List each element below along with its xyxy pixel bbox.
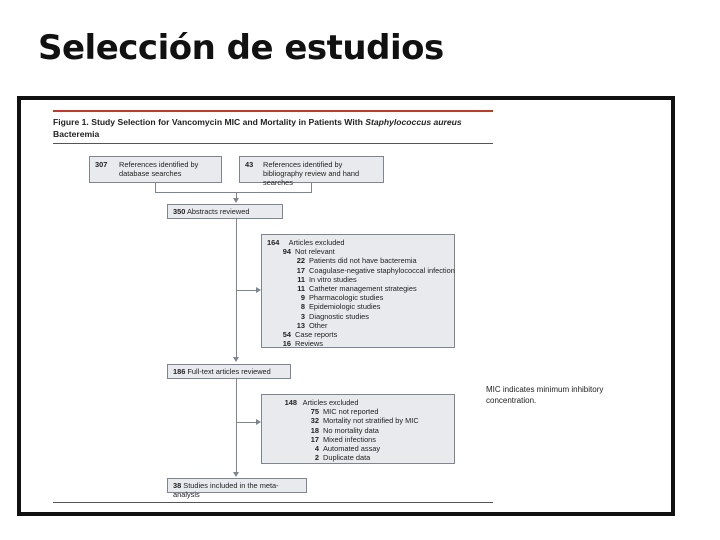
db-search-count: 307 xyxy=(95,160,108,169)
arrow-down xyxy=(233,357,239,362)
included-count: 38 xyxy=(173,481,182,490)
excluded-2-item-count: 17 xyxy=(310,434,319,444)
connector xyxy=(155,192,312,193)
slide-title: Selección de estudios xyxy=(38,28,444,68)
excluded-2-item-count: 18 xyxy=(310,425,319,435)
excluded-2-item-text: Mortality not stratified by MIC xyxy=(323,416,419,426)
arrow-down xyxy=(233,472,239,477)
biblio-search-text: References identified by bibliography review and hand searches xyxy=(263,160,360,188)
excluded-2-item-text: No mortality data xyxy=(323,425,379,435)
abstracts-text: Abstracts reviewed xyxy=(187,207,250,216)
db-search-box xyxy=(89,156,222,183)
excluded-1-item-text: Coagulase-negative staphylococcal infection xyxy=(309,265,455,275)
excluded-2-item-count: 4 xyxy=(314,444,319,454)
excluded-2-count: 148 xyxy=(284,398,297,407)
figure-title-italic: Staphylococcus aureus xyxy=(365,117,462,127)
excluded-1-item-text: Pharmacologic studies xyxy=(309,293,384,303)
excluded-box-2 xyxy=(261,394,455,464)
excluded-1-item-count: 22 xyxy=(296,256,305,266)
excluded-box-1 xyxy=(261,234,455,348)
excluded-1-item-text: In vitro studies xyxy=(309,274,357,284)
excluded-1-item-text: Other xyxy=(309,320,328,330)
excluded-1-item-text: Patients did not have bacteremia xyxy=(309,256,417,266)
arrow-down xyxy=(233,198,239,203)
excluded-2-item-text: MIC not reported xyxy=(323,407,379,417)
connector xyxy=(236,379,237,472)
included-box xyxy=(167,478,307,500)
connector xyxy=(236,219,237,357)
excluded-1-item-text: Not relevant xyxy=(295,247,335,257)
excluded-1-item-text: Diagnostic studies xyxy=(309,311,369,321)
excluded-1-item-text: Epidemiologic studies xyxy=(309,302,381,312)
connector xyxy=(236,290,256,291)
figure-bottom-rule xyxy=(53,502,493,503)
db-search-text: References identified by database searches xyxy=(119,160,199,179)
excluded-2-item-count: 32 xyxy=(310,416,319,426)
excluded-2-text: Articles excluded xyxy=(302,398,359,407)
figure-footnote: MIC indicates minimum inhibitory concentration. xyxy=(486,385,604,405)
connector xyxy=(155,183,156,192)
excluded-1-item-count: 11 xyxy=(297,274,305,284)
excluded-1-item-count: 3 xyxy=(300,311,305,321)
biblio-search-count: 43 xyxy=(245,160,254,169)
figure-frame xyxy=(17,96,675,516)
excluded-2-item-count: 2 xyxy=(314,453,319,463)
figure-title-rule xyxy=(53,143,493,144)
fulltext-box xyxy=(167,364,291,379)
excluded-1-item-count: 13 xyxy=(296,320,305,330)
abstracts-count: 350 xyxy=(173,207,186,216)
excluded-2-item-text: Automated assay xyxy=(323,444,381,454)
connector xyxy=(236,422,256,423)
excluded-2-item-text: Mixed infections xyxy=(323,434,376,444)
figure-title-main: Study Selection for Vancomycin MIC and Mortality in Patients With xyxy=(91,117,366,127)
excluded-1-item-count: 94 xyxy=(282,247,291,257)
abstracts-box xyxy=(167,204,283,219)
fulltext-count: 186 xyxy=(173,367,186,376)
excluded-1-item-text: Catheter management strategies xyxy=(309,284,417,294)
excluded-1-item-count: 17 xyxy=(296,265,305,275)
figure-top-rule xyxy=(53,110,493,112)
figure-title xyxy=(53,117,483,140)
excluded-2-item-count: 75 xyxy=(310,407,319,417)
excluded-2-item-text: Duplicate data xyxy=(323,453,371,463)
excluded-1-item-count: 9 xyxy=(300,293,305,303)
excluded-1-item-count: 16 xyxy=(282,339,291,349)
excluded-1-item-count: 11 xyxy=(297,284,305,294)
excluded-1-item-count: 54 xyxy=(282,330,291,340)
excluded-1-count: 164 xyxy=(267,238,280,247)
connector xyxy=(311,183,312,192)
figure-title-end: Bacteremia xyxy=(53,128,100,139)
excluded-1-item-count: 8 xyxy=(300,302,305,312)
excluded-1-item-text: Reviews xyxy=(295,339,323,349)
figure-label: Figure 1. xyxy=(53,117,89,127)
excluded-1-item-text: Case reports xyxy=(295,330,338,340)
fulltext-text: Full-text articles reviewed xyxy=(187,367,271,376)
excluded-1-text: Articles excluded xyxy=(288,238,345,247)
biblio-search-box xyxy=(239,156,384,188)
included-text: Studies included in the meta-analysis xyxy=(173,481,279,500)
